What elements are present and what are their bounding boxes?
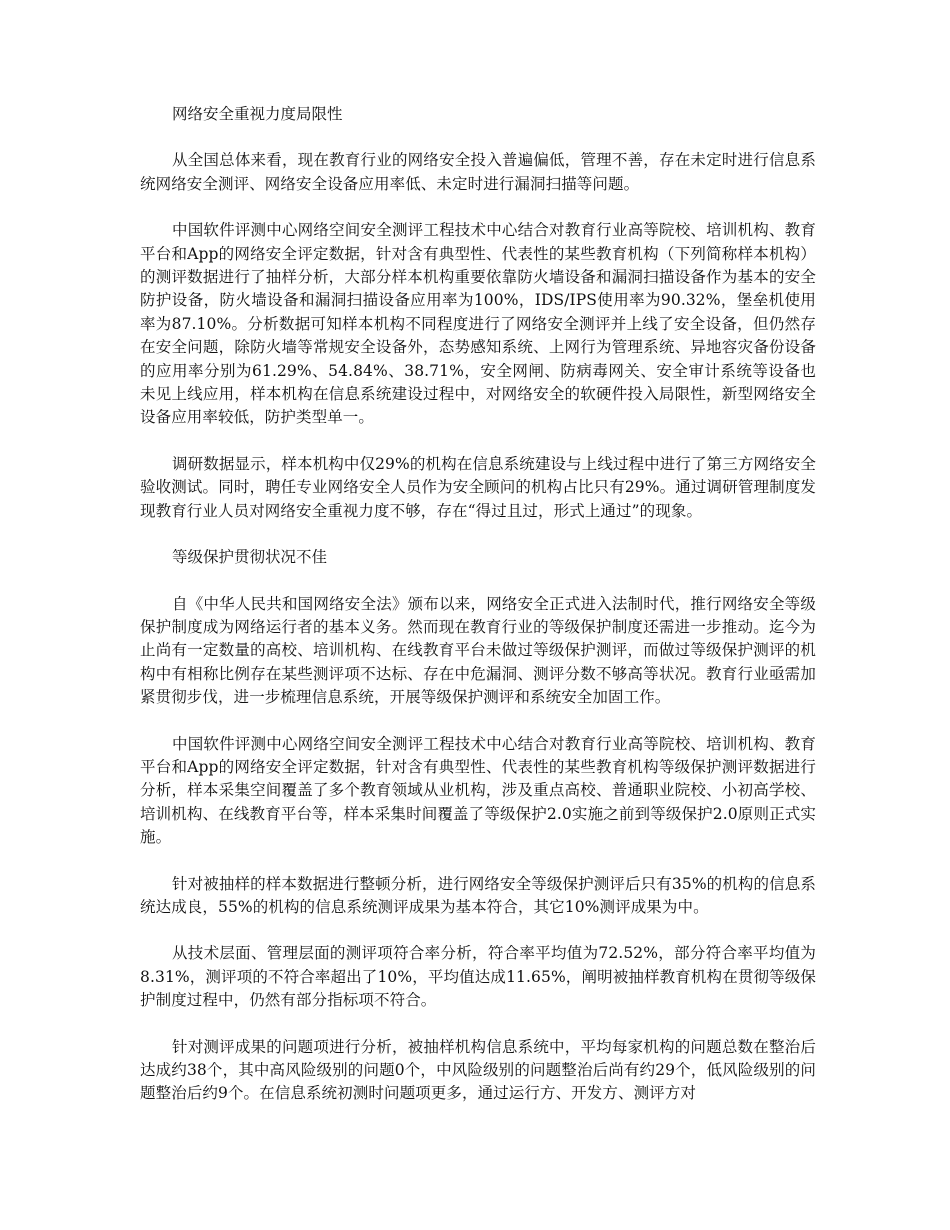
- paragraph: 自《中华人民共和国网络安全法》颁布以来，网络安全正式进入法制时代，推行网络安全等级保护制度成为网络运行者的基本义务。然而现在教育行业的等级保护制度还需进一步推动。迄今为止尚有一定数量的高校、培训机构、在线教育平台未做过等级保护测评，而做过等级保护测评的机构中有相称比例存在某些测评项不达标、存在中危漏洞、测评分数不够高等状况。教育行业亟需加紧贯彻步伐，进一步梳理信息系统，开展等级保护测评和系统安全加固工作。: [140, 594, 816, 707]
- paragraph: 从全国总体来看，现在教育行业的网络安全投入普遍偏低，管理不善，存在未定时进行信息系统网络安全测评、网络安全设备应用率低、未定时进行漏洞扫描等问题。: [140, 151, 816, 193]
- paragraph: 从技术层面、管理层面的测评项符合率分析，符合率平均值为72.52%，部分符合率平均值为8.31%，测评项的不符合率超出了10%，平均值达成11.65%，阐明被抽样教育机构在贯彻等级保护制度过程中，仍然有部分指标项不符合。: [140, 944, 816, 1010]
- paragraph: 中国软件评测中心网络空间安全测评工程技术中心结合对教育行业高等院校、培训机构、教育平台和App的网络安全评定数据，针对含有典型性、代表性的某些教育机构等级保护测评数据进行分析，样本采集空间覆盖了多个教育领域从业机构，涉及重点高校、普通职业院校、小初高学校、培训机构、在线教育平台等，样本采集时间覆盖了等级保护2.0实施之前到等级保护2.0原则正式实施。: [140, 734, 816, 847]
- section-heading: 等级保护贯彻状况不佳: [172, 548, 328, 567]
- paragraph: 中国软件评测中心网络空间安全测评工程技术中心结合对教育行业高等院校、培训机构、教育平台和App的网络安全评定数据，针对含有典型性、代表性的某些教育机构（下列简称样本机构）的测评数据进行了抽样分析，大部分样本机构重要依靠防火墙设备和漏洞扫描设备作为基本的安全防护设备，防火墙设备和漏洞扫描设备应用率为100%，IDS/IPS使用率为90.32%，堡垒机使用率为87.10%。分析数据可知样本机构不同程度进行了网络安全测评并上线了安全设备，但仍然存在安全问题，除防火墙等常规安全设备外，态势感知系统、上网行为管理系统、异地容灾备份设备的应用率分别为61.29%、54.84%、38.71%，安全网闸、防病毒网关、安全审计系统等设备也未见上线应用，样本机构在信息系统建设过程中，对网络安全的软硬件投入局限性，新型网络安全设备应用率较低，防护类型单一。: [140, 221, 816, 427]
- paragraph: 针对测评成果的问题项进行分析，被抽样机构信息系统中，平均每家机构的问题总数在整治后达成约38个，其中高风险级别的问题0个，中风险级别的问题整治后尚有约29个，低风险级别的问题整治后约9个。在信息系统初测时问题项更多，通过运行方、开发方、测评方对: [140, 1037, 816, 1103]
- document-body: [140, 103, 816, 1129]
- paragraph: 针对被抽样的样本数据进行整顿分析，进行网络安全等级保护测评后只有35%的机构的信息系统达成良，55%的机构的信息系统测评成果为基本符合，其它10%测评成果为中。: [140, 874, 816, 916]
- paragraph: 调研数据显示，样本机构中仅29%的机构在信息系统建设与上线过程中进行了第三方网络安全验收测试。同时，聘任专业网络安全人员作为安全顾问的机构占比只有29%。通过调研管理制度发现教育行业人员对网络安全重视力度不够，存在“得过且过，形式上通过”的现象。: [140, 454, 816, 520]
- section-heading: 网络安全重视力度局限性: [172, 105, 343, 123]
